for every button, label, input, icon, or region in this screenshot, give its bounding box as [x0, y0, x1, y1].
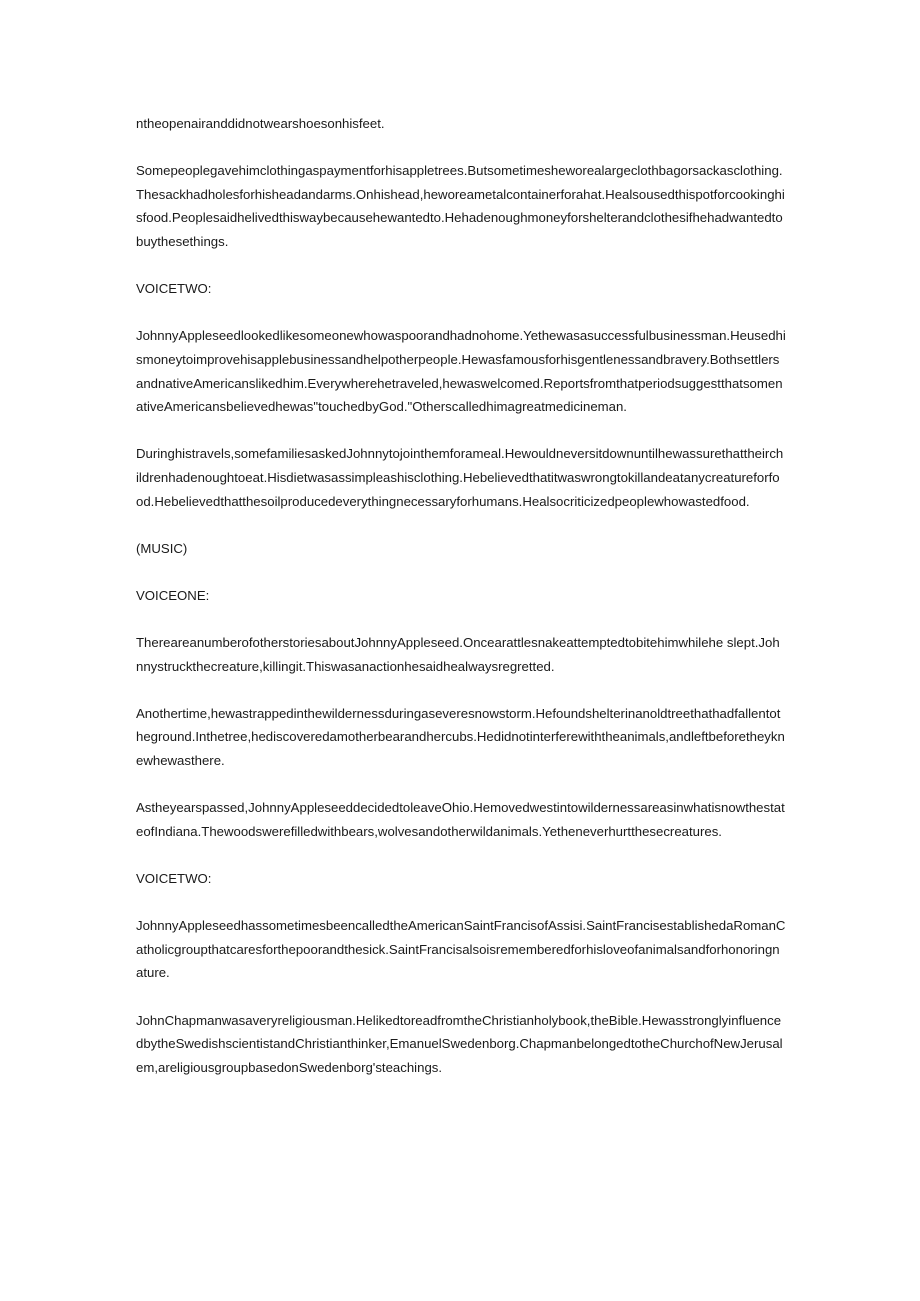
speaker-label: VOICETWO: [136, 281, 212, 297]
music-cue: (MUSIC) [136, 540, 188, 556]
paragraph-clothing: Somepeoplegavehimclothingaspaymentforhisappletrees.Butsometimesheworealargeclothbagorsackasclothing.Thesackhadholesforhisheadandarms.Onhishead,heworeametalcontainerforahat.Healsousedthispotforcookinghisfood.Peoplesaidhelivedthiswaybecausehewantedto.Hehadenoughmoneyforshelterandclothesifhehadwantedtobuythesethings. [136, 163, 785, 249]
paragraph-continuation: ntheopenairanddidnotwearshoesonhisfeet. [136, 116, 385, 131]
paragraph-businessman: JohnnyAppleseedlookedlikesomeonewhowaspoorandhadnohome.Yethewasasuccessfulbusinessman.Heusedhismoneytoimprovehisapplebusinessandhelpotherpeople.Hewasfamousforhisgentlenessandbravery.BothsettlersandnativeAmericanslikedhim.Everywherehetraveled,hewaswelcomed.ReportsfromthatperiodsuggestthatsomenativeAmericansbelievedhewas"touchedbyGod."Otherscalledhimagreatmedicineman. [136, 328, 786, 415]
paragraph-snowstorm: Anothertime,hewastrappedinthewildernessduringaseveresnowstorm.Hefoundshelterinanoldtreethathadfallentotheground.Inthetree,hediscoveredamotherbearandhercubs.Hedidnotinterferewiththeanimals,andleftbeforetheyknewhewasthere. [136, 705, 785, 769]
document-page [136, 112, 786, 1079]
paragraph-saint-francis: JohnnyAppleseedhassometimesbeencalledtheAmericanSaintFrancisofAssisi.SaintFrancisestablishedaRomanCatholicgroupthatcaresforthepoorandthesick.SaintFrancisalsoisrememberedforhisloveofanimalsandforhonoringnature. [136, 918, 786, 981]
paragraph-rattlesnake: ThereareanumberofotherstoriesaboutJohnnyAppleseed.Oncearattlesnakeattemptedtobitehimwhilehe slept.Johnnystruckthecreature,killingit.Thiswasanactionhesaidhealwaysregretted. [136, 635, 780, 674]
paragraph-travels: Duringhistravels,somefamiliesaskedJohnnytojointhemforameal.Hewouldneversitdownuntilhewassurethattheirchildrenhadenoughtoeat.Hisdietwasassimpleashisclothing.Hebelievedthatitwaswrongtokillandeatanycreatureforfood.Hebelievedthatthesoilproducedeverythingnecessaryforhumans.Healsocriticizedpeoplewhowastedfood. [136, 446, 784, 509]
speaker-label: VOICETWO: [136, 871, 212, 886]
paragraph-religion: JohnChapmanwasaveryreligiousman.HelikedtoreadfromtheChristianholybook,theBible.HewasstronglyinfluencedbytheSwedishscientistandChristianthinker,EmanuelSwedenborg.ChapmanbelongedtotheChurchofNewJerusalem,areligiousgroupbasedonSwedenborg'steachings. [136, 1012, 783, 1075]
paragraph-indiana: Astheyearspassed,JohnnyAppleseeddecidedtoleaveOhio.HemovedwestintowildernessareasinwhatisnowthestateofIndiana.Thewoodswerefilledwithbears,wolvesandotherwildanimals.Yetheneverhurtthesecreatures. [136, 800, 785, 839]
speaker-label: VOICEONE: [136, 587, 210, 603]
